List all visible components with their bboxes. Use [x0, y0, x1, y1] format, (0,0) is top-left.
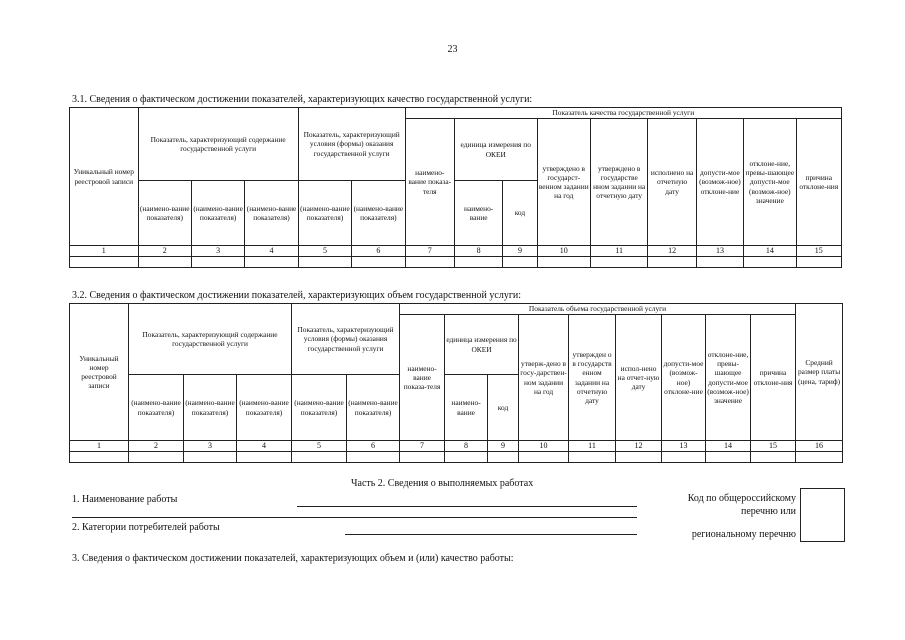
registry-code-box[interactable]: [800, 488, 845, 542]
col-header-condition-indicator: Показатель, характеризующий условия (формы) оказания государственной услуги: [292, 304, 400, 375]
col-number: 3: [191, 246, 244, 257]
subheader-unit-code: код: [503, 181, 537, 246]
col-number: 10: [537, 246, 590, 257]
col-number: 14: [706, 441, 751, 452]
col-number: 13: [696, 246, 743, 257]
volume-indicators-table: [69, 303, 843, 463]
col-header-excess-deviation: отклоне-ние, превы-шающее допусти-мое (возмож-ное) значение: [706, 315, 751, 441]
col-header-deviation-reason: причина отклоне-ния: [796, 119, 841, 246]
col-header-registry-id: Уникальный номер реестровой записи: [70, 108, 139, 246]
code-label-line-1: Код по общероссийскому: [687, 493, 796, 504]
col-header-indicator-name: наимено-вание показа-теля: [405, 119, 454, 246]
table-row: [70, 257, 842, 268]
subheader-content-name-1: (наимено-вание показателя): [138, 181, 191, 246]
col-header-volume-group: Показатель объема государственной услуги: [400, 304, 796, 315]
col-header-unit-okei: единица измерения по ОКЕИ: [445, 315, 519, 375]
subheader-condition-name-1: (наимено-вание показателя): [298, 181, 351, 246]
subheader-unit-name: наимено-вание: [454, 181, 502, 246]
subheader-unit-code: код: [488, 375, 519, 441]
col-number: 8: [454, 246, 502, 257]
col-number: 16: [796, 441, 843, 452]
col-number: 1: [70, 246, 139, 257]
col-header-approved-report-date: утверждено в государстве нном задании на отчетную дату: [590, 119, 647, 246]
subheader-condition-name-2: (наимено-вание показателя): [347, 375, 400, 441]
col-number: 15: [796, 246, 841, 257]
col-number: 4: [237, 441, 292, 452]
subheader-content-name-2: (наимено-вание показателя): [184, 375, 237, 441]
subheader-content-name-3: (наимено-вание показателя): [245, 181, 298, 246]
col-number: 5: [292, 441, 347, 452]
col-number: 9: [503, 246, 537, 257]
col-header-approved-year: утверж-дено в госу-дарствен-ном задании на год: [519, 315, 569, 441]
code-label-line-3: региональному перечню: [691, 529, 796, 540]
col-number: 2: [129, 441, 184, 452]
col-number: 4: [245, 246, 298, 257]
col-header-unit-okei: единица измерения по ОКЕИ: [454, 119, 537, 181]
subheader-content-name-1: (наимено-вание показателя): [129, 375, 184, 441]
col-number: 7: [400, 441, 445, 452]
work-name-label: 1. Наименование работы: [72, 494, 178, 505]
col-number: 12: [648, 246, 696, 257]
subheader-condition-name-2: (наимено-вание показателя): [352, 181, 405, 246]
col-number: 7: [405, 246, 454, 257]
col-number: 10: [519, 441, 569, 452]
work-name-line: [297, 506, 637, 507]
subheader-content-name-2: (наимено-вание показателя): [191, 181, 244, 246]
col-header-excess-deviation: отклоне-ние, превы-шающее допусти-мое (возмож-ное) значение: [744, 119, 796, 246]
section-3-2-title: 3.2. Сведения о фактическом достижении показателей, характеризующих объем государственной услуги:: [72, 290, 522, 301]
subheader-condition-name-1: (наимено-вание показателя): [292, 375, 347, 441]
col-header-executed: исполнено на отчетную дату: [648, 119, 696, 246]
col-header-content-indicator: Показатель, характеризующий содержание государственной услуги: [138, 108, 298, 181]
subheader-unit-name: наимено-вание: [445, 375, 488, 441]
col-number: 3: [184, 441, 237, 452]
work-indicators-title: 3. Сведения о фактическом достижении показателей, характеризующих объем и (или) качество работы:: [72, 553, 514, 564]
col-header-average-price: Средний размер платы (цена, тариф): [796, 304, 843, 441]
col-number: 9: [488, 441, 519, 452]
col-number: 15: [751, 441, 796, 452]
part-2-title: Часть 2. Сведения о выполняемых работах: [351, 478, 534, 489]
col-number: 8: [445, 441, 488, 452]
col-number: 11: [569, 441, 616, 452]
subheader-content-name-3: (наимено-вание показателя): [237, 375, 292, 441]
col-number: 12: [616, 441, 662, 452]
col-number: 14: [744, 246, 796, 257]
col-number: 13: [662, 441, 706, 452]
col-header-executed: испол-нено на отчет-ную дату: [616, 315, 662, 441]
consumer-categories-label: 2. Категории потребителей работы: [72, 522, 220, 533]
col-header-allowed-deviation: допусти-мое (возмож-ное) отклоне-ние: [662, 315, 706, 441]
section-3-1-title: 3.1. Сведения о фактическом достижении показателей, характеризующих качество государственной услуги:: [72, 94, 533, 105]
col-number: 1: [70, 441, 129, 452]
col-number: 11: [590, 246, 647, 257]
col-header-deviation-reason: причина отклоне-ния: [751, 315, 796, 441]
col-number: 2: [138, 246, 191, 257]
col-header-content-indicator: Показатель, характеризующий содержание государственной услуги: [129, 304, 292, 375]
consumer-categories-line: [345, 534, 637, 535]
col-header-quality-group: Показатель качества государственной услуги: [405, 108, 841, 119]
col-header-allowed-deviation: допусти-мое (возмож-ное) отклоне-ние: [696, 119, 743, 246]
col-header-registry-id: Уникальный номер реестровой записи: [70, 304, 129, 441]
col-header-condition-indicator: Показатель, характеризующий условия (формы) оказания государственной услуги: [298, 108, 405, 181]
divider-line: [72, 517, 637, 518]
col-header-approved-report-date: утвержден о в государств енном задании на отчетную дату: [569, 315, 616, 441]
col-number: 5: [298, 246, 351, 257]
quality-indicators-table: [69, 107, 842, 268]
table-row: [70, 452, 843, 463]
code-label-line-2: перечню или: [740, 506, 796, 517]
col-header-approved-year: утверждено в государст-венном задании на год: [537, 119, 590, 246]
page-number: 23: [447, 44, 458, 55]
col-header-indicator-name: наимено-вание показа-теля: [400, 315, 445, 441]
col-number: 6: [347, 441, 400, 452]
col-number: 6: [352, 246, 405, 257]
